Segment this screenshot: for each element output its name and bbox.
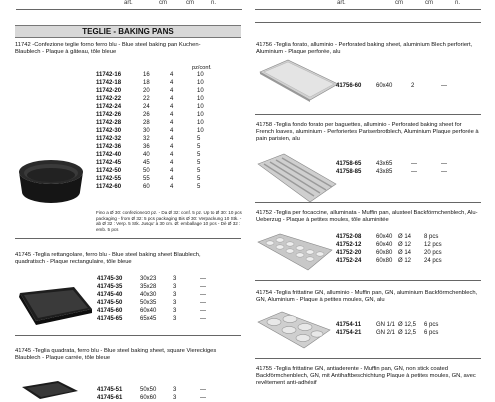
table-row <box>96 127 217 135</box>
product-41755-description: 41755 -Teglia frittatine GN, antiaderente - Muffin pan, GN, non stick coated Backförmchenblech, GN, mit Antihaftbeschichtung Plaque à petites moules, GN, avec revêtement anti-adhésif <box>256 366 476 386</box>
table-cell: 50 <box>143 168 150 174</box>
table-cell: Ø 14 <box>398 250 412 256</box>
table-cell: 4 <box>170 72 174 78</box>
baguette-tray-image <box>256 150 338 205</box>
table-cell: GN 2/1 <box>376 330 396 336</box>
table-cell: — <box>411 161 417 167</box>
table-cell: 6 pcs <box>424 330 439 336</box>
table-cell: 60 <box>143 184 150 190</box>
table-cell: 8 pcs <box>424 234 439 240</box>
table-cell: 12 pcs <box>424 242 442 248</box>
right-top-rule <box>255 22 481 23</box>
table-row <box>336 257 448 265</box>
table-cell: 4 <box>170 88 174 94</box>
table-row <box>96 87 217 95</box>
article-code: 11742-36 <box>96 144 122 150</box>
divider-1 <box>15 238 241 239</box>
table-row <box>336 249 448 257</box>
article-code: 41758-65 <box>336 161 362 167</box>
article-code: 41745-65 <box>97 316 123 322</box>
table-cell: 2 <box>411 83 415 89</box>
article-code: 11742-20 <box>96 88 122 94</box>
table-row <box>336 329 448 337</box>
article-code: 41754-11 <box>336 322 362 328</box>
table-cell: 3 <box>173 395 177 401</box>
table-cell: 10 <box>197 120 204 126</box>
table-row <box>96 71 217 79</box>
table-cell: 43x85 <box>376 169 393 175</box>
perforated-baking-sheet-image <box>258 58 340 103</box>
left-column-header <box>16 0 242 10</box>
table-cell: 5 <box>197 152 201 158</box>
table-cell: 4 <box>170 112 174 118</box>
table-row <box>96 119 217 127</box>
article-code: 41745-51 <box>97 387 123 393</box>
product-41758-table <box>336 160 461 176</box>
table-cell: 60x40 <box>376 83 393 89</box>
article-code: 41745-61 <box>97 395 123 401</box>
table-row <box>96 79 217 87</box>
table-cell: 3 <box>173 308 177 314</box>
table-cell: 4 <box>170 168 174 174</box>
table-row <box>97 315 220 323</box>
header-cm1: cm <box>159 0 167 6</box>
table-cell: 4 <box>170 152 174 158</box>
table-row <box>97 307 220 315</box>
article-code: 11742-40 <box>96 152 122 158</box>
table-cell: 5 <box>197 144 201 150</box>
table-row <box>96 183 217 191</box>
table-cell: — <box>200 284 206 290</box>
table-row <box>336 241 448 249</box>
table-cell: — <box>200 276 206 282</box>
article-code: 11742-32 <box>96 136 122 142</box>
table-cell: — <box>441 161 447 167</box>
product-41752-table <box>336 233 448 265</box>
article-code: 41752-12 <box>336 242 362 248</box>
product-41756-table <box>336 82 461 90</box>
table-cell: — <box>200 395 206 401</box>
divider-r3 <box>255 280 481 281</box>
table-cell: 16 <box>143 72 150 78</box>
table-cell: 26 <box>143 112 150 118</box>
table-cell: 5 <box>197 160 201 166</box>
table-cell: 20 pcs <box>424 250 442 256</box>
article-code: 11742-16 <box>96 72 122 78</box>
table-cell: 4 <box>170 104 174 110</box>
table-cell: GN 1/1 <box>376 322 396 328</box>
table-row <box>96 135 217 143</box>
article-code: 11742-30 <box>96 128 122 134</box>
table-row <box>96 167 217 175</box>
table-cell: 4 <box>170 120 174 126</box>
table-cell: 10 <box>197 112 204 118</box>
article-code: 41745-30 <box>97 276 123 282</box>
table-row <box>96 143 217 151</box>
table-row <box>97 386 220 394</box>
table-cell: Ø 12 <box>398 258 412 264</box>
table-cell: 40x30 <box>140 292 157 298</box>
table-row <box>97 299 220 307</box>
table-cell: 4 <box>170 144 174 150</box>
table-cell: 60x80 <box>376 258 393 264</box>
table-cell: 10 <box>197 104 204 110</box>
table-row <box>336 160 461 168</box>
table-cell: 60x40 <box>140 308 157 314</box>
header-art: art. <box>124 0 133 6</box>
table-cell: 60x40 <box>376 242 393 248</box>
article-code: 11742-26 <box>96 112 122 118</box>
article-code: 41754-21 <box>336 330 362 336</box>
table-cell: Ø 14 <box>398 234 412 240</box>
table-row <box>96 151 217 159</box>
header-cm2-right: cm <box>425 0 433 6</box>
product-41745-table <box>97 275 220 323</box>
table-cell: 3 <box>173 300 177 306</box>
table-cell: 30x23 <box>140 276 157 282</box>
product-41758-description: 41758 -Teglia fondo forato per baguettes, alluminio - Perforated baking sheet for French loaves, aluminium - Perforiertes Pariserbrotblech, Aluminium Plaque perforée à pain parisien, alu <box>256 122 479 142</box>
table-cell: 24 pcs <box>424 258 442 264</box>
table-cell: — <box>411 169 417 175</box>
table-row <box>336 233 448 241</box>
table-cell: — <box>200 387 206 393</box>
table-cell: 3 <box>173 292 177 298</box>
table-cell: 40 <box>143 152 150 158</box>
table-cell: 18 <box>143 80 150 86</box>
table-cell: 36 <box>143 144 150 150</box>
table-cell: 4 <box>170 184 174 190</box>
divider-r1 <box>255 114 481 115</box>
table-cell: 10 <box>197 128 204 134</box>
table-cell: 3 <box>173 284 177 290</box>
article-code: 41745-60 <box>97 308 123 314</box>
header-cm1-right: cm <box>395 0 403 6</box>
muffin-pan-image <box>256 232 334 272</box>
divider-r4 <box>255 358 481 359</box>
article-code: 41745-50 <box>97 300 123 306</box>
article-code: 11742-22 <box>96 96 122 102</box>
round-baking-pan-image <box>16 158 86 206</box>
product-41752-description: 41752 -Teglia per focaccine, alluminata - Muffin pan, alusteel Backförmchenblech, Alu-Ueberzug - Plaque à petites moules, tôle aluminitée <box>256 210 478 223</box>
product-41754-table <box>336 321 448 337</box>
table-cell: 50x35 <box>140 300 157 306</box>
article-code: 11742-45 <box>96 160 122 166</box>
table-cell: Ø 12,5 <box>398 322 417 328</box>
divider-r2 <box>255 202 481 203</box>
article-code: 11742-50 <box>96 168 122 174</box>
table-row <box>96 111 217 119</box>
right-column-header <box>255 0 481 10</box>
table-cell: — <box>441 83 447 89</box>
table-cell: 3 <box>173 316 177 322</box>
article-code: 11742-60 <box>96 184 122 190</box>
table-cell: 22 <box>143 96 150 102</box>
table-row <box>97 394 220 402</box>
product-41745-square-description: 41745 -Teglia quadrata, ferro blu - Blue steel baking sheet, square Viereckiges Blaublech - Plaque carrée, tôle bleue <box>15 348 217 361</box>
table-cell: — <box>200 300 206 306</box>
table-cell: 5 <box>197 136 201 142</box>
table-cell: 43x65 <box>376 161 393 167</box>
article-code: 41756-60 <box>336 83 362 89</box>
header-cm2: cm <box>186 0 194 6</box>
divider-2 <box>15 335 241 336</box>
product-41754-description: 41754 -Teglia frittatine GN, alluminio - Muffin pan, GN, aluminium Backförmchenblech, GN, Aluminium - Plaque à petites moules, GN, alu <box>256 290 478 303</box>
table-cell: 4 <box>170 128 174 134</box>
article-code: 41752-08 <box>336 234 362 240</box>
table-cell: 28 <box>143 120 150 126</box>
article-code: 41745-40 <box>97 292 123 298</box>
table-cell: 55 <box>143 176 150 182</box>
table-cell: 5 <box>197 184 201 190</box>
article-code: 41758-85 <box>336 169 362 175</box>
table-cell: 10 <box>197 88 204 94</box>
table-cell: — <box>200 292 206 298</box>
table-row <box>336 168 461 176</box>
table-cell: Ø 12 <box>398 242 412 248</box>
table-cell: 30 <box>143 128 150 134</box>
header-n-right: n. <box>455 0 461 6</box>
table-cell: 20 <box>143 88 150 94</box>
product-41756-description: 41756 -Teglia forato, alluminio - Perforated baking sheet, aluminium Blech perforiert, Aluminium - Plaque perforée, alu <box>256 42 473 55</box>
table-cell: 45 <box>143 160 150 166</box>
table-cell: 10 <box>197 72 204 78</box>
table-cell: 10 <box>197 80 204 86</box>
table-cell: — <box>441 169 447 175</box>
gn-muffin-pan-image <box>256 310 331 350</box>
article-code: 11742-18 <box>96 80 122 86</box>
table-cell: 10 <box>197 96 204 102</box>
table-cell: Ø 12,5 <box>398 330 417 336</box>
table-cell: 60x40 <box>376 234 393 240</box>
product-11742-table <box>96 71 217 191</box>
table-cell: 50x50 <box>140 387 157 393</box>
product-11742-packaging-note: Fino a Ø 30: confezione10 pz. - Da Ø 32: conf. 5 pz. Up to Ø 30: 10 pcs packaging - from Ø 32: 5 pcs packaging Bis Ø 30: Verpackung 10 Stk. - ab Ø 32 : Verp. 5 Stk. Jusqu' à 30 cm. Ø: emballage 10 pcs - Dè Ø 32 : emb. 5 pcs <box>96 210 242 232</box>
table-cell: 4 <box>170 176 174 182</box>
table-cell: 6 pcs <box>424 322 439 328</box>
article-code: 41752-24 <box>336 258 362 264</box>
table-cell: — <box>200 308 206 314</box>
table-cell: 60x80 <box>376 250 393 256</box>
table-cell: 3 <box>173 387 177 393</box>
table-cell: 65x45 <box>140 316 157 322</box>
table-cell: 24 <box>143 104 150 110</box>
unit-header: pz/conf. <box>192 65 212 71</box>
product-41745-description: 41745 -Teglia rettangolare, ferro blu - Blue steel baking sheet Blaublech, quadratisch - Plaque rectangulaire, tôle bleue <box>15 252 201 265</box>
table-row <box>97 275 220 283</box>
table-row <box>96 95 217 103</box>
table-row <box>336 82 461 90</box>
square-baking-sheet-image <box>18 377 80 400</box>
table-cell: 35x28 <box>140 284 157 290</box>
table-cell: 4 <box>170 160 174 166</box>
table-row <box>97 283 220 291</box>
article-code: 41752-20 <box>336 250 362 256</box>
table-cell: 4 <box>170 136 174 142</box>
section-title: TEGLIE - BAKING PANS <box>15 25 241 38</box>
table-cell: 32 <box>143 136 150 142</box>
table-cell: 4 <box>170 96 174 102</box>
header-art-right: art. <box>337 0 346 6</box>
table-row <box>96 159 217 167</box>
table-row <box>336 321 448 329</box>
table-row <box>96 103 217 111</box>
table-cell: 3 <box>173 276 177 282</box>
article-code: 11742-55 <box>96 176 122 182</box>
table-cell: 5 <box>197 168 201 174</box>
header-n: n. <box>211 0 217 6</box>
article-code: 41745-35 <box>97 284 123 290</box>
table-cell: 60x60 <box>140 395 157 401</box>
table-row <box>97 291 220 299</box>
table-row <box>96 175 217 183</box>
article-code: 11742-28 <box>96 120 122 126</box>
rectangular-baking-sheet-image <box>16 285 94 330</box>
table-cell: — <box>200 316 206 322</box>
table-cell: 5 <box>197 176 201 182</box>
article-code: 11742-24 <box>96 104 122 110</box>
product-11742-description: 11742 -Confezione teglie forno ferro blu - Blue steel baking pan Kuchen-Blaublech - Plaque à gâteau, tôle bleue <box>15 42 201 55</box>
table-cell: 4 <box>170 80 174 86</box>
